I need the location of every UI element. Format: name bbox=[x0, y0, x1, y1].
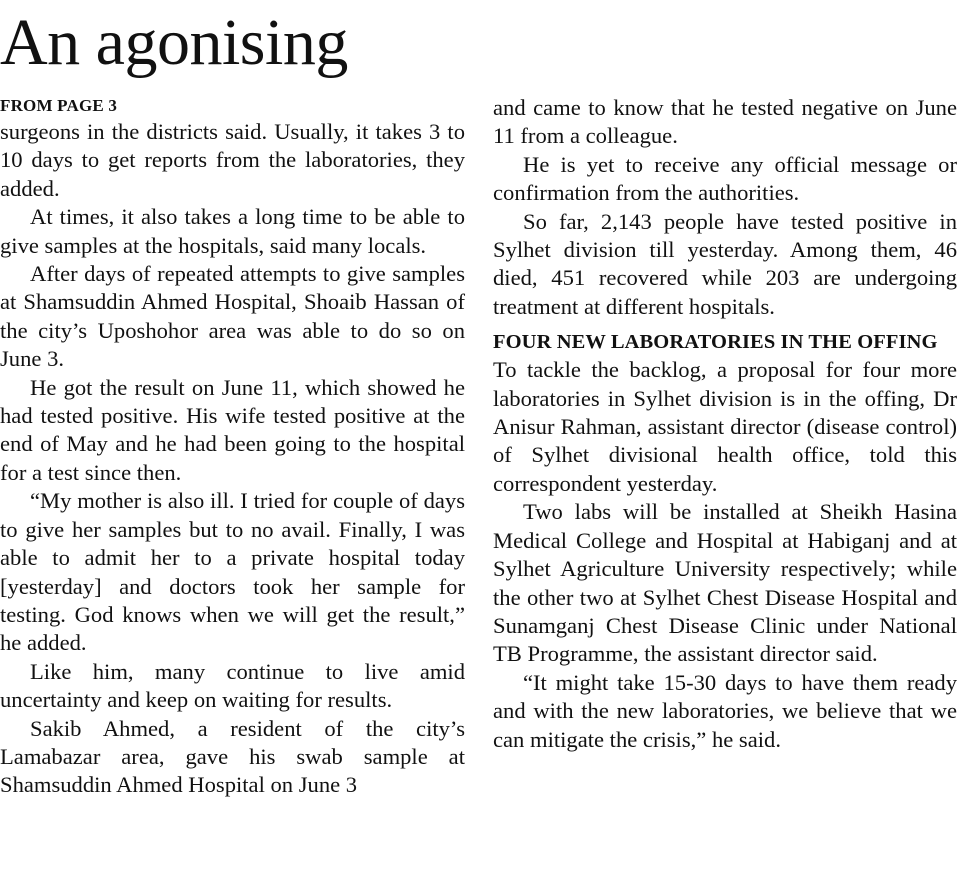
paragraph: To tackle the backlog, a proposal for four more laboratories in Sylhet division is in the offing, Dr Anisur Rahman, assistant director (disease control) of Sylhet divisional health office, told this correspondent yesterday. bbox=[493, 357, 957, 496]
paragraph: “It might take 15-30 days to have them ready and with the new laboratories, we believe that we can mitigate the crisis,” he said. bbox=[493, 669, 957, 752]
paragraph: surgeons in the districts said. Usually, it takes 3 to 10 days to get reports from the laboratories, they added. bbox=[0, 119, 465, 201]
paragraph: “My mother is also ill. I tried for couple of days to give her samples but to no avail. Finally, I was able to admit her to a private hospital today [yesterday] and doctors took her sample for testing. God knows when we will get the result,” he added. bbox=[0, 488, 465, 656]
paragraph: So far, 2,143 people have tested positive in Sylhet division till yesterday. Among them, 46 died, 451 recovered while 203 are undergoing treatment at different hospitals. bbox=[493, 208, 957, 319]
paragraph: Sakib Ahmed, a resident of the city’s Lamabazar area, gave his swab sample at Shamsuddin Ahmed Hospital on June 3 bbox=[0, 715, 465, 798]
paragraph: After days of repeated attempts to give samples at Shamsuddin Ahmed Hospital, Shoaib Hassan of the city’s Uposhohor area was able to do so on June 3. bbox=[0, 261, 465, 372]
paragraph: He got the result on June 11, which showed he had tested positive. His wife tested positive at the end of May and he had been going to the hospital for a test since then. bbox=[0, 374, 465, 485]
subheading: FOUR NEW LABORATORIES IN THE OFFING bbox=[493, 331, 938, 354]
left-column bbox=[0, 94, 465, 800]
paragraph: At times, it also takes a long time to be able to give samples at the hospitals, said many locals. bbox=[0, 204, 465, 258]
kicker: FROM PAGE 3 bbox=[0, 96, 118, 115]
paragraph: He is yet to receive any official message or confirmation from the authorities. bbox=[493, 151, 957, 206]
right-column bbox=[493, 94, 957, 754]
headline: An agonising bbox=[0, 6, 348, 79]
paragraph: Two labs will be installed at Sheikh Hasina Medical College and Hospital at Habiganj and at Sylhet Agriculture University respectively; while the other two at Sylhet Chest Disease Hospital and Sunamganj Chest Disease Clinic under National TB Programme, the assistant director said. bbox=[493, 499, 957, 667]
paragraph: Like him, many continue to live amid uncertainty and keep on waiting for results. bbox=[0, 658, 465, 713]
paragraph: and came to know that he tested negative on June 11 from a colleague. bbox=[493, 95, 957, 149]
